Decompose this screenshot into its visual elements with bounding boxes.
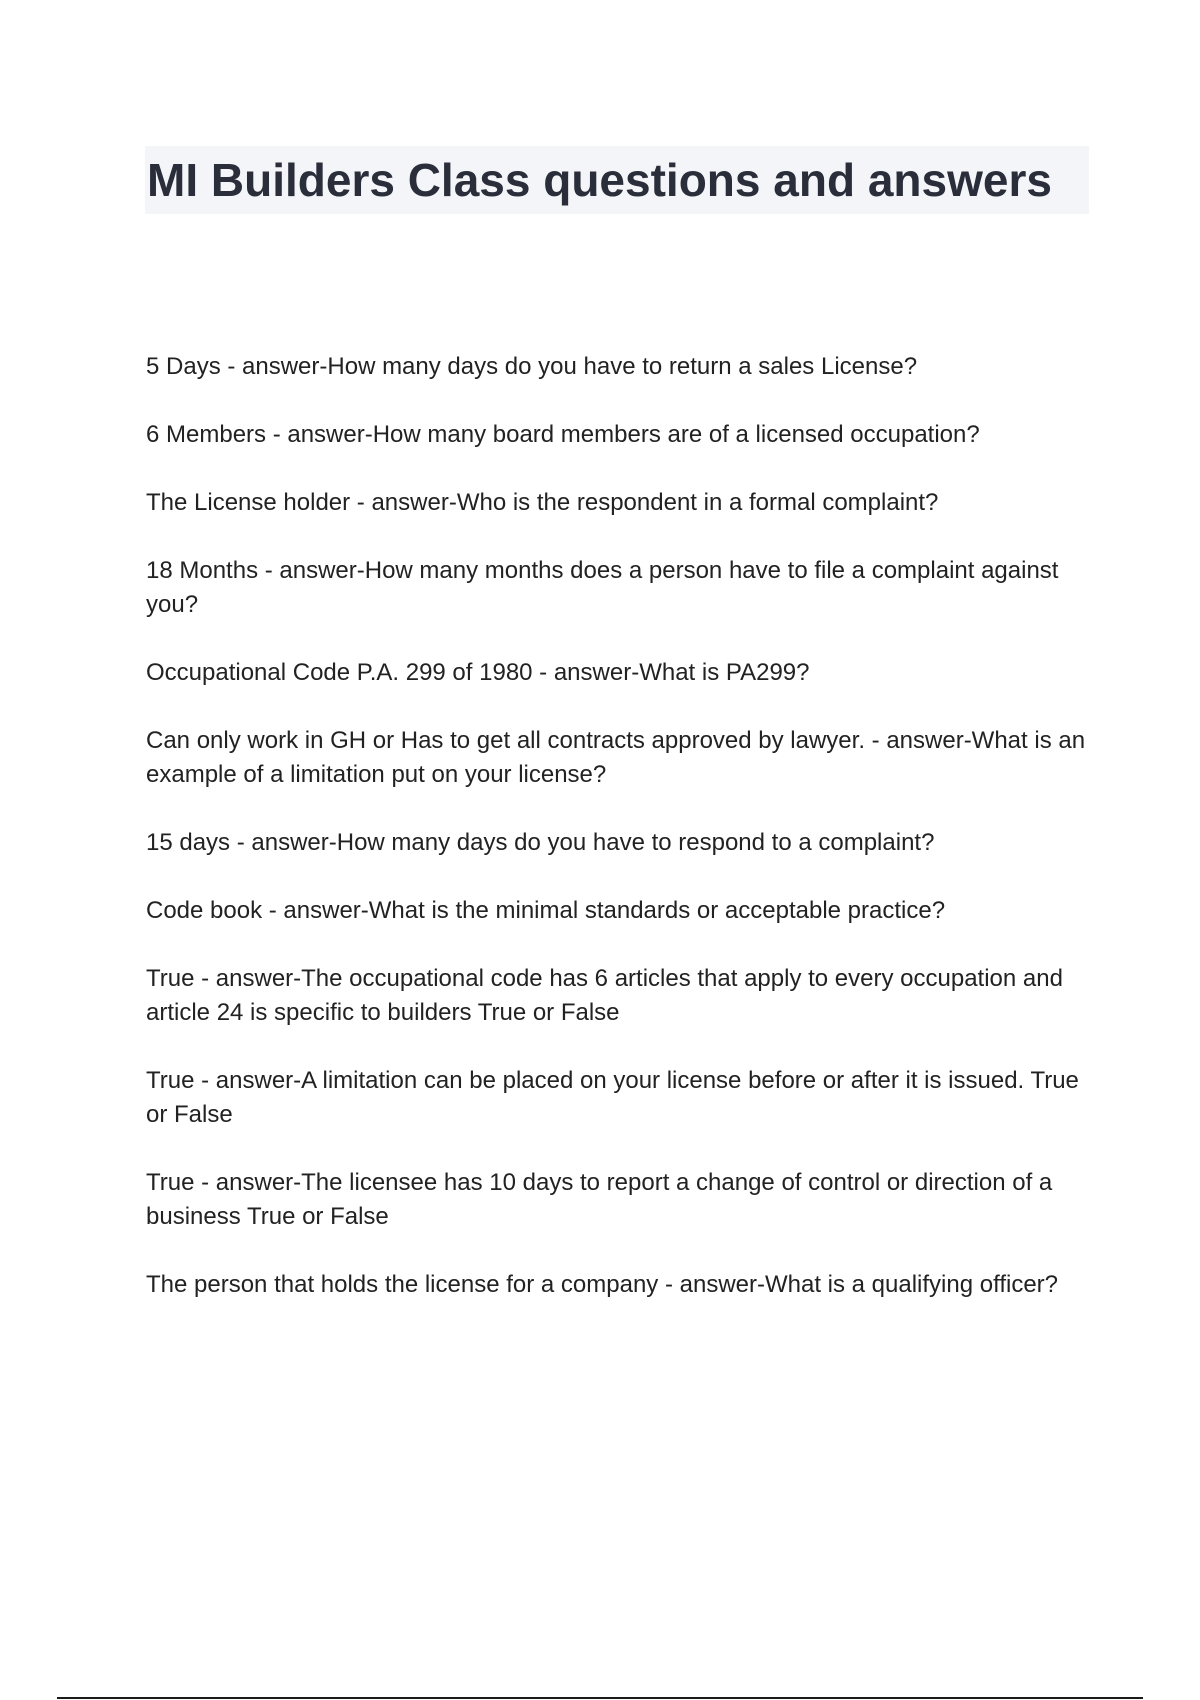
qa-item-7: 15 days - answer-How many days do you have to respond to a complaint?: [146, 829, 935, 856]
qa-item-11: True - answer-The licensee has 10 days to report a change of control or direction of a business True or False: [146, 1169, 1053, 1230]
footer-divider: [57, 1697, 1143, 1699]
qa-item-3: The License holder - answer-Who is the respondent in a formal complaint?: [146, 489, 939, 516]
page-title: MI Builders Class questions and answers: [147, 154, 1052, 206]
qa-item-8: Code book - answer-What is the minimal standards or acceptable practice?: [146, 897, 946, 924]
qa-item-1: 5 Days - answer-How many days do you have to return a sales License?: [146, 353, 918, 380]
qa-item-5: Occupational Code P.A. 299 of 1980 - answer-What is PA299?: [146, 659, 810, 686]
title-banner: [145, 146, 1089, 214]
qa-item-12: The person that holds the license for a company - answer-What is a qualifying officer?: [146, 1271, 1059, 1298]
qa-item-9: True - answer-The occupational code has 6 articles that apply to every occupation and article 24 is specific to builders True or False: [146, 965, 1063, 1026]
qa-item-4: 18 Months - answer-How many months does a person have to file a complaint against you?: [146, 557, 1059, 618]
qa-item-10: True - answer-A limitation can be placed on your license before or after it is issued. True or False: [146, 1067, 1079, 1128]
qa-list: [146, 350, 1091, 1336]
qa-item-6: Can only work in GH or Has to get all contracts approved by lawyer. - answer-What is an example of a limitation put on your license?: [146, 727, 1086, 788]
qa-item-2: 6 Members - answer-How many board members are of a licensed occupation?: [146, 421, 980, 448]
